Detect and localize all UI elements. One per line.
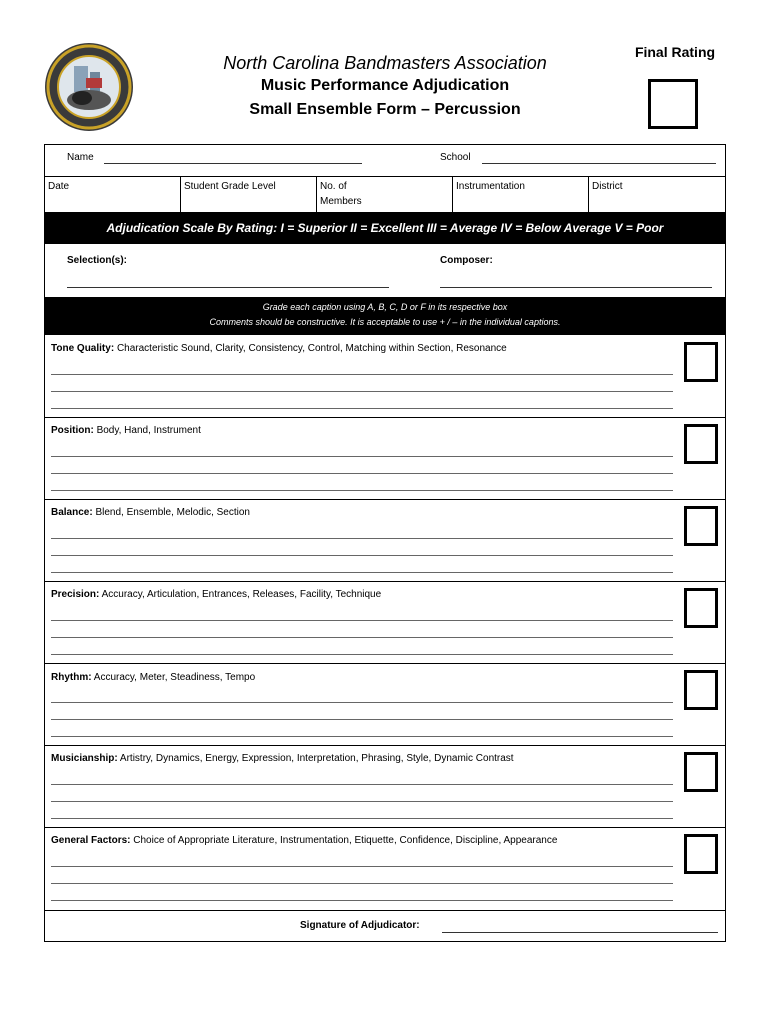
comment-line[interactable] [51,654,673,655]
divider [180,176,181,212]
comment-line[interactable] [51,456,673,457]
divider [588,176,589,212]
adjudication-scale-text: Adjudication Scale By Rating: I = Superior II = Excellent III = Average IV = Below Average V = Poor [106,221,664,235]
divider [44,910,726,911]
grade-box-balance[interactable] [684,506,718,546]
form-frame [44,144,726,942]
caption-musicianship: Musicianship: Artistry, Dynamics, Energy, Expression, Interpretation, Phrasing, Style, Dynamic Contrast [51,753,514,764]
comment-line[interactable] [51,490,673,491]
school-field[interactable] [482,163,716,164]
name-label: Name [67,152,94,163]
signature-label: Signature of Adjudicator: [300,920,420,931]
comment-line[interactable] [51,784,673,785]
final-rating-label: Final Rating [634,44,716,60]
grade-box-precision[interactable] [684,588,718,628]
caption-position: Position: Body, Hand, Instrument [51,425,201,436]
caption-balance: Balance: Blend, Ensemble, Melodic, Section [51,507,250,518]
caption-rhythm: Rhythm: Accuracy, Meter, Steadiness, Tempo [51,672,256,683]
comment-line[interactable] [51,818,673,819]
student-grade-level-field[interactable]: Student Grade Level [184,181,276,192]
comment-line[interactable] [51,555,673,556]
caption-tone-quality: Tone Quality: Characteristic Sound, Clarity, Consistency, Control, Matching within Section, Resonance [51,343,507,354]
divider [316,176,317,212]
comment-line[interactable] [51,736,673,737]
divider [44,176,726,177]
comment-line[interactable] [51,408,673,409]
grade-box-rhythm[interactable] [684,670,718,710]
comment-line[interactable] [51,719,673,720]
composer-label: Composer: [440,255,493,266]
divider [452,176,453,212]
comment-line[interactable] [51,801,673,802]
date-field[interactable]: Date [48,181,70,192]
school-label: School [440,152,471,163]
final-rating-box[interactable] [648,79,698,129]
grade-box-general-factors[interactable] [684,834,718,874]
grade-box-tone-quality[interactable] [684,342,718,382]
district-field[interactable]: District [592,181,623,192]
grade-box-musicianship[interactable] [684,752,718,792]
adjudication-scale-bar [44,212,726,244]
grade-instructions-line1: Grade each caption using A, B, C, D or F in its respective box [262,302,508,312]
divider [44,663,726,664]
selections-field[interactable] [67,287,389,288]
grade-instructions-line2: Comments should be constructive. It is acceptable to use + / – in the individual captions. [209,317,561,327]
divider [44,827,726,828]
comment-line[interactable] [51,883,673,884]
divider [44,417,726,418]
comment-line[interactable] [51,702,673,703]
association-name: North Carolina Bandmasters Association [223,53,547,73]
name-field[interactable] [104,163,362,164]
form-title: Music Performance Adjudication [260,77,510,94]
divider [44,499,726,500]
comment-line[interactable] [51,900,673,901]
caption-precision: Precision: Accuracy, Articulation, Entrances, Releases, Facility, Technique [51,589,382,600]
form-subtitle: Small Ensemble Form – Percussion [249,101,521,118]
comment-line[interactable] [51,637,673,638]
comment-line[interactable] [51,866,673,867]
no-of-members-field[interactable]: No. of [320,181,347,192]
caption-general-factors: General Factors: Choice of Appropriate Literature, Instrumentation, Etiquette, Confidence, Discipline, Appearance [51,835,558,846]
composer-field[interactable] [440,287,712,288]
selections-label: Selection(s): [67,255,128,266]
comment-line[interactable] [51,620,673,621]
divider [44,745,726,746]
divider [44,581,726,582]
association-seal-icon [44,42,134,132]
signature-field[interactable] [442,932,718,933]
no-of-members-field-line2: Members [320,196,362,207]
comment-line[interactable] [51,572,673,573]
comment-line[interactable] [51,538,673,539]
comment-line[interactable] [51,391,673,392]
comment-line[interactable] [51,473,673,474]
grade-instructions-bar [44,297,726,335]
comment-line[interactable] [51,374,673,375]
instrumentation-field[interactable]: Instrumentation [456,181,525,192]
grade-box-position[interactable] [684,424,718,464]
